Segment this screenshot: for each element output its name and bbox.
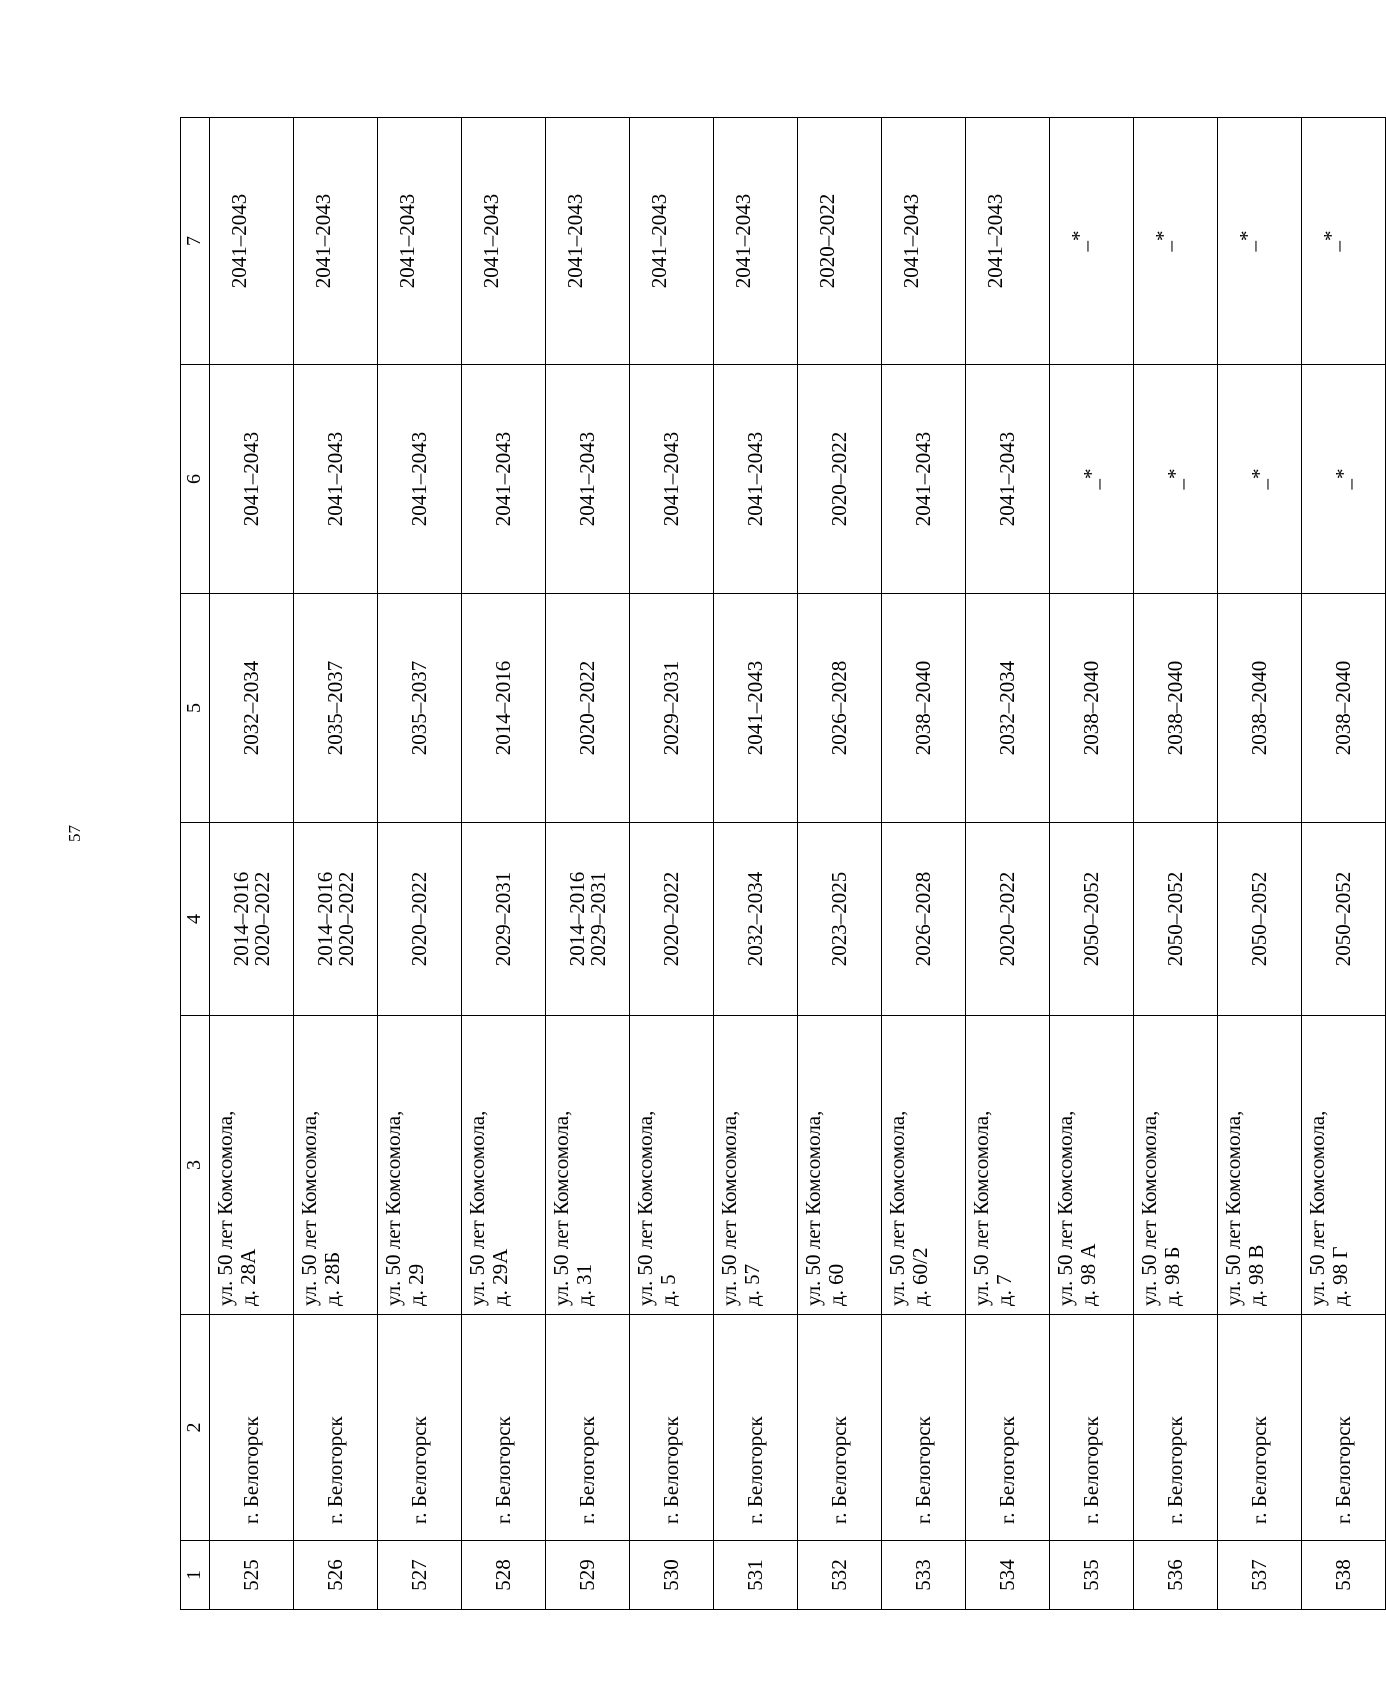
period-cell-col5: 2038–2040	[1050, 594, 1134, 823]
period-cell-col5: 2032–2034	[966, 594, 1050, 823]
period-cell-col4	[714, 823, 798, 1016]
period-line: 2032–2034	[743, 871, 767, 967]
column-header-5: 5	[181, 594, 210, 823]
city-cell: г. Белогорск	[546, 1315, 630, 1541]
address-line: д. 60	[823, 1263, 848, 1306]
period-cell-col4	[630, 823, 714, 1016]
period-line: 2014–2016	[564, 871, 589, 967]
address-line: ул. 50 лет Комсомола,	[381, 1110, 405, 1306]
table-row	[630, 118, 714, 1610]
table-row	[1302, 118, 1386, 1610]
column-header-6: 6	[181, 365, 210, 594]
address-line: ул. 50 лет Комсомола,	[213, 1110, 237, 1306]
period-cell-col6: 2041–2043	[378, 365, 462, 594]
address-cell	[546, 1016, 630, 1315]
city-cell: г. Белогорск	[1134, 1315, 1218, 1541]
period-line: 2020–2022	[995, 871, 1019, 967]
period-cell-col4	[1218, 823, 1302, 1016]
table-row	[1134, 118, 1218, 1610]
period-cell-col5: 2035–2037	[378, 594, 462, 823]
address-cell	[882, 1016, 966, 1315]
period-cell-col6: _*	[1050, 365, 1134, 594]
period-cell-col7: _*	[1302, 118, 1386, 365]
column-header-4: 4	[181, 823, 210, 1016]
table-row	[378, 118, 462, 1610]
period-cell-col6: 2041–2043	[966, 365, 1050, 594]
period-cell-col4	[378, 823, 462, 1016]
address-cell	[462, 1016, 546, 1315]
address-line: д. 29	[403, 1263, 428, 1306]
row-number-cell: 532	[798, 1541, 882, 1610]
period-line: 2014–2016	[228, 871, 253, 967]
period-cell-col4	[1302, 823, 1386, 1016]
table-row	[714, 118, 798, 1610]
period-cell-col7: _*	[1050, 118, 1134, 365]
period-line: 2029–2031	[585, 871, 610, 967]
period-cell-col7: _*	[1218, 118, 1302, 365]
row-number-cell: 538	[1302, 1541, 1386, 1610]
table-header	[181, 118, 210, 1610]
city-cell: г. Белогорск	[294, 1315, 378, 1541]
period-cell-col7: 2041–2043	[966, 118, 1050, 365]
table-body	[210, 118, 1386, 1610]
city-cell: г. Белогорск	[966, 1315, 1050, 1541]
column-header-2: 2	[181, 1315, 210, 1541]
address-line: ул. 50 лет Комсомола,	[801, 1110, 825, 1306]
period-cell-col7: 2041–2043	[210, 118, 294, 365]
row-number-cell: 528	[462, 1541, 546, 1610]
period-line: 2020–2022	[333, 871, 358, 967]
address-line: д. 98 А	[1075, 1243, 1100, 1306]
row-number-cell: 525	[210, 1541, 294, 1610]
header-row	[181, 118, 210, 1610]
period-cell-col6: 2041–2043	[546, 365, 630, 594]
row-number-cell: 533	[882, 1541, 966, 1610]
period-cell-col7: _*	[1134, 118, 1218, 365]
city-cell: г. Белогорск	[210, 1315, 294, 1541]
address-line: ул. 50 лет Комсомола,	[633, 1110, 657, 1306]
address-cell	[378, 1016, 462, 1315]
address-cell	[1302, 1016, 1386, 1315]
row-number-cell: 536	[1134, 1541, 1218, 1610]
address-cell	[1050, 1016, 1134, 1315]
period-cell-col5: 2026–2028	[798, 594, 882, 823]
period-cell-col6: 2020–2022	[798, 365, 882, 594]
city-cell: г. Белогорск	[378, 1315, 462, 1541]
address-line: ул. 50 лет Комсомола,	[549, 1110, 573, 1306]
address-cell	[1134, 1016, 1218, 1315]
address-line: д. 28А	[235, 1248, 260, 1306]
rotated-table-wrapper	[180, 125, 1356, 1610]
period-cell-col4	[798, 823, 882, 1016]
period-line: 2029–2031	[491, 871, 515, 967]
period-line: 2050–2052	[1247, 871, 1271, 967]
period-line: 2050–2052	[1331, 871, 1355, 967]
page-number: 57	[65, 825, 84, 842]
period-cell-col6: 2041–2043	[210, 365, 294, 594]
period-cell-col7: 2041–2043	[882, 118, 966, 365]
city-cell: г. Белогорск	[882, 1315, 966, 1541]
period-cell-col6: 2041–2043	[630, 365, 714, 594]
address-cell	[798, 1016, 882, 1315]
row-number-cell: 534	[966, 1541, 1050, 1610]
period-line: 2023–2025	[827, 871, 851, 967]
column-header-7: 7	[181, 118, 210, 365]
address-line: д. 57	[739, 1263, 764, 1306]
period-cell-col5: 2038–2040	[882, 594, 966, 823]
period-line: 2050–2052	[1163, 871, 1187, 967]
table-row	[1218, 118, 1302, 1610]
period-line: 2020–2022	[659, 871, 683, 967]
period-cell-col5: 2014–2016	[462, 594, 546, 823]
column-header-3: 3	[181, 1016, 210, 1315]
address-cell	[714, 1016, 798, 1315]
address-line: ул. 50 лет Комсомола,	[885, 1110, 909, 1306]
period-cell-col5: 2038–2040	[1302, 594, 1386, 823]
address-cell	[294, 1016, 378, 1315]
period-cell-col6: _*	[1134, 365, 1218, 594]
city-cell: г. Белогорск	[714, 1315, 798, 1541]
table-row	[546, 118, 630, 1610]
city-cell: г. Белогорск	[462, 1315, 546, 1541]
table-row	[882, 118, 966, 1610]
period-cell-col4	[1050, 823, 1134, 1016]
period-line: 2026–2028	[911, 871, 935, 967]
address-line: д. 60/2	[907, 1247, 932, 1306]
period-cell-col5: 2038–2040	[1218, 594, 1302, 823]
address-cell	[966, 1016, 1050, 1315]
row-number-cell: 530	[630, 1541, 714, 1610]
row-number-cell: 529	[546, 1541, 630, 1610]
schedule-table	[180, 117, 1386, 1610]
address-line: д. 98 Б	[1159, 1246, 1184, 1306]
period-cell-col4	[294, 823, 378, 1016]
period-cell-col5: 2020–2022	[546, 594, 630, 823]
period-cell-col7: 2041–2043	[462, 118, 546, 365]
period-cell-col4	[462, 823, 546, 1016]
period-cell-col4	[966, 823, 1050, 1016]
period-cell-col6: 2041–2043	[882, 365, 966, 594]
period-cell-col7: 2041–2043	[546, 118, 630, 365]
address-cell	[1218, 1016, 1302, 1315]
address-line: д. 98 В	[1243, 1244, 1268, 1306]
address-cell	[630, 1016, 714, 1315]
period-cell-col4	[882, 823, 966, 1016]
period-cell-col7: 2020–2022	[798, 118, 882, 365]
city-cell: г. Белогорск	[1050, 1315, 1134, 1541]
table-row	[798, 118, 882, 1610]
city-cell: г. Белогорск	[1302, 1315, 1386, 1541]
period-line: 2014–2016	[312, 871, 337, 967]
period-cell-col4	[1134, 823, 1218, 1016]
address-line: ул. 50 лет Комсомола,	[297, 1110, 321, 1306]
period-cell-col6: 2041–2043	[714, 365, 798, 594]
address-line: ул. 50 лет Комсомола,	[969, 1110, 993, 1306]
row-number-cell: 527	[378, 1541, 462, 1610]
row-number-cell: 535	[1050, 1541, 1134, 1610]
period-cell-col6: _*	[1218, 365, 1302, 594]
table-row	[1050, 118, 1134, 1610]
address-line: ул. 50 лет Комсомола,	[1221, 1110, 1245, 1306]
period-cell-col5: 2035–2037	[294, 594, 378, 823]
address-line: д. 5	[655, 1274, 680, 1306]
period-cell-col7: 2041–2043	[294, 118, 378, 365]
period-cell-col5: 2029–2031	[630, 594, 714, 823]
period-line: 2020–2022	[407, 871, 431, 967]
row-number-cell: 531	[714, 1541, 798, 1610]
address-line: д. 98 Г	[1327, 1246, 1352, 1306]
city-cell: г. Белогорск	[798, 1315, 882, 1541]
address-line: д. 31	[571, 1263, 596, 1306]
period-cell-col4	[210, 823, 294, 1016]
table-row	[462, 118, 546, 1610]
address-cell	[210, 1016, 294, 1315]
period-cell-col6: _*	[1302, 365, 1386, 594]
address-line: ул. 50 лет Комсомола,	[1137, 1110, 1161, 1306]
period-cell-col5: 2041–2043	[714, 594, 798, 823]
period-line: 2020–2022	[249, 871, 274, 967]
address-line: ул. 50 лет Комсомола,	[465, 1110, 489, 1306]
address-line: д. 28Б	[319, 1251, 344, 1306]
period-line: 2050–2052	[1079, 871, 1103, 967]
column-header-1: 1	[181, 1541, 210, 1610]
city-cell: г. Белогорск	[1218, 1315, 1302, 1541]
period-cell-col4	[546, 823, 630, 1016]
period-cell-col6: 2041–2043	[462, 365, 546, 594]
table-row	[210, 118, 294, 1610]
period-cell-col5: 2038–2040	[1134, 594, 1218, 823]
row-number-cell: 526	[294, 1541, 378, 1610]
period-cell-col7: 2041–2043	[630, 118, 714, 365]
address-line: д. 29А	[487, 1248, 512, 1306]
address-line: ул. 50 лет Комсомола,	[1053, 1110, 1077, 1306]
period-cell-col7: 2041–2043	[378, 118, 462, 365]
period-cell-col6: 2041–2043	[294, 365, 378, 594]
address-line: ул. 50 лет Комсомола,	[717, 1110, 741, 1306]
row-number-cell: 537	[1218, 1541, 1302, 1610]
period-cell-col7: 2041–2043	[714, 118, 798, 365]
address-line: д. 7	[991, 1274, 1016, 1306]
period-cell-col5: 2032–2034	[210, 594, 294, 823]
city-cell: г. Белогорск	[630, 1315, 714, 1541]
address-line: ул. 50 лет Комсомола,	[1305, 1110, 1329, 1306]
table-row	[294, 118, 378, 1610]
table-row	[966, 118, 1050, 1610]
